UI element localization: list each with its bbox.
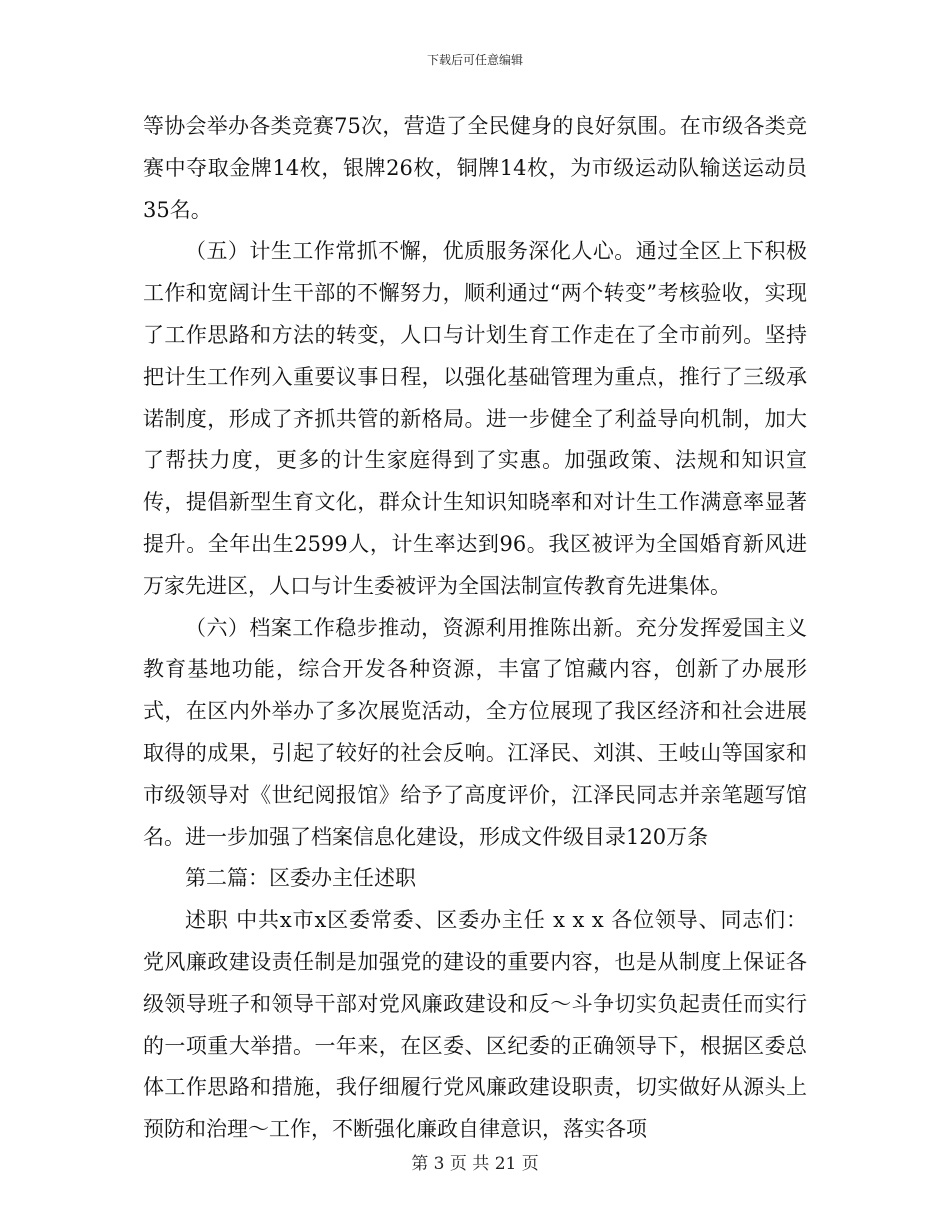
page-number: 第 3 页 共 21 页 (411, 1154, 539, 1174)
paragraph-report-opening: 述职 中共x市x区委常委、区委办主任 x x x 各位领导、同志们： 党风廉政建设责任制是加强党的建设的重要内容，也是从制度上保证各级领导班子和领导干部对党风廉政建设和反～斗争切实负起责任而实行的一项重大举措。一年来，在区委、区纪委的正确领导下，根据区委总体工作思路和措施，我仔细履行党风廉政建设职责，切实做好从源头上预防和治理～工作，不断强化廉政自律意识，落实各项 (143, 908, 807, 1142)
paragraph-archives: （六）档案工作稳步推动，资源利用推陈出新。充分发挥爱国主义教育基地功能，综合开发各种资源，丰富了馆藏内容，创新了办展形式，在区内外举办了多次展览活动，全方位展现了我区经济和社会进展取得的成果，引起了较好的社会反响。江泽民、刘淇、王岐山等国家和市级领导对《世纪阅报馆》给予了高度评价，江泽民同志并亲笔题写馆名。进一步加强了档案信息化建设，形成文件级目录120万条 (143, 615, 807, 849)
document-body (143, 106, 807, 1151)
paragraph-family-planning: （五）计生工作常抓不懈，优质服务深化人心。通过全区上下积极工作和宽阔计生干部的不懈努力，顺利通过“两个转变”考核验收，实现了工作思路和方法的转变，人口与计划生育工作走在了全市前列。坚持把计生工作列入重要议事日程，以强化基础管理为重点，推行了三级承诺制度，形成了齐抓共管的新格局。进一步健全了利益导向机制，加大了帮扶力度，更多的计生家庭得到了实惠。加强政策、法规和知识宣传，提倡新型生育文化，群众计生知识知晓率和对计生工作满意率显著提升。全年出生2599人，计生率达到96。我区被评为全国婚育新风进万家先进区，人口与计生委被评为全国法制宣传教育先进集体。 (143, 239, 807, 598)
section-heading-part-two: 第二篇：区委办主任述职 (185, 866, 416, 891)
paragraph-sports-continuation: 等协会举办各类竞赛75次，营造了全民健身的良好氛围。在市级各类竞赛中夺取金牌14枚，银牌26枚，铜牌14枚，为市级运动队输送运动员35名。 (143, 114, 807, 222)
page-header-note: 下载后可任意编辑 (426, 53, 523, 67)
